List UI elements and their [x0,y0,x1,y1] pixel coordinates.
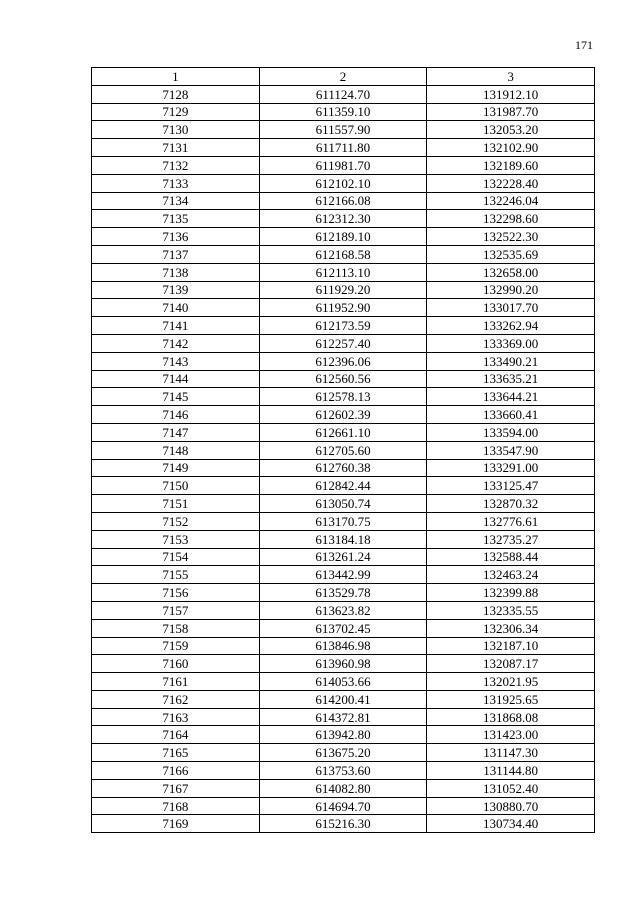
table-cell-col-3: 133594.00 [427,423,595,441]
table-cell-col-2: 612173.59 [259,317,427,335]
table-cell-col-2: 612760.38 [259,459,427,477]
table-cell-col-1: 7168 [92,797,260,815]
table-cell-col-3: 132306.34 [427,619,595,637]
table-cell-col-3: 132246.04 [427,192,595,210]
table-body [92,85,595,832]
table-cell-col-1: 7163 [92,708,260,726]
table-row [92,441,595,459]
table-cell-col-2: 612168.58 [259,245,427,263]
table-row [92,548,595,566]
table-cell-col-2: 612189.10 [259,228,427,246]
table-cell-col-2: 612257.40 [259,334,427,352]
table-row [92,352,595,370]
table-cell-col-1: 7131 [92,139,260,157]
table-cell-col-1: 7136 [92,228,260,246]
table-cell-col-1: 7135 [92,210,260,228]
table-cell-col-1: 7153 [92,530,260,548]
table-cell-col-1: 7154 [92,548,260,566]
table-cell-col-1: 7157 [92,601,260,619]
column-header-1: 1 [92,68,260,86]
table-cell-col-2: 612166.08 [259,192,427,210]
table-cell-col-1: 7169 [92,815,260,833]
table-cell-col-1: 7151 [92,495,260,513]
table-cell-col-3: 133017.70 [427,299,595,317]
table-cell-col-2: 614694.70 [259,797,427,815]
table-row [92,655,595,673]
table-cell-col-3: 133547.90 [427,441,595,459]
table-cell-col-3: 131912.10 [427,85,595,103]
table-cell-col-1: 7132 [92,156,260,174]
table-cell-col-1: 7165 [92,744,260,762]
table-header [92,68,595,86]
coordinates-table [91,67,595,833]
table-cell-col-1: 7128 [92,85,260,103]
table-cell-col-3: 131147.30 [427,744,595,762]
table-row [92,584,595,602]
table-cell-col-2: 611952.90 [259,299,427,317]
table-cell-col-3: 130880.70 [427,797,595,815]
table-cell-col-3: 132658.00 [427,263,595,281]
table-row [92,299,595,317]
table-row [92,334,595,352]
table-cell-col-1: 7134 [92,192,260,210]
table-cell-col-2: 613960.98 [259,655,427,673]
table-cell-col-2: 614200.41 [259,690,427,708]
table-row [92,530,595,548]
table-cell-col-3: 133490.21 [427,352,595,370]
table-row [92,815,595,833]
table-row [92,779,595,797]
table-cell-col-3: 133660.41 [427,406,595,424]
table-cell-col-1: 7166 [92,762,260,780]
table-cell-col-3: 132535.69 [427,245,595,263]
table-cell-col-2: 613942.80 [259,726,427,744]
table-cell-col-1: 7162 [92,690,260,708]
table-cell-col-2: 613529.78 [259,584,427,602]
table-cell-col-3: 132053.20 [427,121,595,139]
table-row [92,690,595,708]
table-cell-col-3: 132399.88 [427,584,595,602]
table-row [92,423,595,441]
table-row [92,388,595,406]
table-cell-col-2: 612396.06 [259,352,427,370]
table-cell-col-2: 613442.99 [259,566,427,584]
table-cell-col-1: 7148 [92,441,260,459]
table-cell-col-3: 133369.00 [427,334,595,352]
table-cell-col-2: 614082.80 [259,779,427,797]
table-cell-col-3: 131423.00 [427,726,595,744]
table-row [92,406,595,424]
table-cell-col-2: 613702.45 [259,619,427,637]
table-cell-col-3: 132021.95 [427,673,595,691]
table-cell-col-2: 611557.90 [259,121,427,139]
table-row [92,566,595,584]
table-row [92,708,595,726]
table-cell-col-1: 7129 [92,103,260,121]
table-cell-col-3: 132588.44 [427,548,595,566]
table-row [92,726,595,744]
table-row [92,192,595,210]
table-cell-col-1: 7137 [92,245,260,263]
table-cell-col-2: 613846.98 [259,637,427,655]
table-cell-col-1: 7167 [92,779,260,797]
table-cell-col-1: 7160 [92,655,260,673]
table-cell-col-2: 613753.60 [259,762,427,780]
table-cell-col-2: 613170.75 [259,512,427,530]
table-cell-col-2: 613184.18 [259,530,427,548]
table-cell-col-2: 611711.80 [259,139,427,157]
table-cell-col-1: 7143 [92,352,260,370]
table-row [92,797,595,815]
table-cell-col-3: 132189.60 [427,156,595,174]
table-row [92,210,595,228]
table-cell-col-3: 133291.00 [427,459,595,477]
table-cell-col-2: 612578.13 [259,388,427,406]
table-row [92,370,595,388]
table-row [92,139,595,157]
table-cell-col-3: 132102.90 [427,139,595,157]
column-header-2: 2 [259,68,427,86]
page-number: 171 [575,38,593,52]
table-row [92,673,595,691]
table-row [92,228,595,246]
table-row [92,744,595,762]
table-cell-col-3: 132298.60 [427,210,595,228]
table-row [92,762,595,780]
table-row [92,174,595,192]
table-cell-col-3: 132870.32 [427,495,595,513]
table-row [92,495,595,513]
table-cell-col-2: 613623.82 [259,601,427,619]
table-cell-col-2: 612842.44 [259,477,427,495]
table-cell-col-1: 7156 [92,584,260,602]
table-cell-col-3: 132735.27 [427,530,595,548]
table-cell-col-1: 7164 [92,726,260,744]
table-row [92,601,595,619]
table-cell-col-3: 132990.20 [427,281,595,299]
table-row [92,85,595,103]
table-cell-col-1: 7158 [92,619,260,637]
table-cell-col-2: 613675.20 [259,744,427,762]
table-cell-col-3: 132335.55 [427,601,595,619]
table-cell-col-1: 7138 [92,263,260,281]
table-cell-col-2: 612705.60 [259,441,427,459]
table-row [92,619,595,637]
table-cell-col-1: 7133 [92,174,260,192]
table-cell-col-2: 614372.81 [259,708,427,726]
table-cell-col-2: 611929.20 [259,281,427,299]
table-row [92,121,595,139]
table-cell-col-1: 7144 [92,370,260,388]
table-cell-col-2: 612661.10 [259,423,427,441]
header-row [92,68,595,86]
table-cell-col-3: 133635.21 [427,370,595,388]
table-cell-col-3: 131868.08 [427,708,595,726]
table-row [92,512,595,530]
table-row [92,637,595,655]
table-cell-col-1: 7152 [92,512,260,530]
table-cell-col-3: 132776.61 [427,512,595,530]
table-row [92,477,595,495]
table-cell-col-2: 613261.24 [259,548,427,566]
table-cell-col-1: 7145 [92,388,260,406]
table-row [92,281,595,299]
table-cell-col-2: 612113.10 [259,263,427,281]
table-cell-col-2: 612560.56 [259,370,427,388]
table-cell-col-3: 133262.94 [427,317,595,335]
table-cell-col-2: 613050.74 [259,495,427,513]
table-cell-col-2: 612312.30 [259,210,427,228]
table-cell-col-3: 131925.65 [427,690,595,708]
table-row [92,317,595,335]
table-row [92,156,595,174]
table-cell-col-1: 7142 [92,334,260,352]
table-cell-col-3: 132228.40 [427,174,595,192]
table-cell-col-1: 7150 [92,477,260,495]
table-row [92,245,595,263]
table-cell-col-3: 131052.40 [427,779,595,797]
table-cell-col-2: 615216.30 [259,815,427,833]
table-cell-col-2: 612602.39 [259,406,427,424]
table-row [92,459,595,477]
table-cell-col-1: 7141 [92,317,260,335]
table-cell-col-3: 133644.21 [427,388,595,406]
table-cell-col-2: 611124.70 [259,85,427,103]
table-cell-col-3: 131144.80 [427,762,595,780]
table-cell-col-1: 7139 [92,281,260,299]
table-cell-col-1: 7140 [92,299,260,317]
table-cell-col-3: 133125.47 [427,477,595,495]
table-cell-col-2: 611981.70 [259,156,427,174]
table-cell-col-1: 7161 [92,673,260,691]
table-row [92,103,595,121]
column-header-3: 3 [427,68,595,86]
table-cell-col-1: 7155 [92,566,260,584]
table-cell-col-1: 7147 [92,423,260,441]
table-cell-col-1: 7149 [92,459,260,477]
table-cell-col-2: 614053.66 [259,673,427,691]
table-cell-col-1: 7159 [92,637,260,655]
table-cell-col-3: 130734.40 [427,815,595,833]
table-row [92,263,595,281]
table-cell-col-2: 611359.10 [259,103,427,121]
table-cell-col-3: 132522.30 [427,228,595,246]
table-cell-col-1: 7130 [92,121,260,139]
table-cell-col-3: 132187.10 [427,637,595,655]
table-cell-col-1: 7146 [92,406,260,424]
table-cell-col-3: 132087.17 [427,655,595,673]
table-cell-col-3: 132463.24 [427,566,595,584]
table-cell-col-3: 131987.70 [427,103,595,121]
table-cell-col-2: 612102.10 [259,174,427,192]
